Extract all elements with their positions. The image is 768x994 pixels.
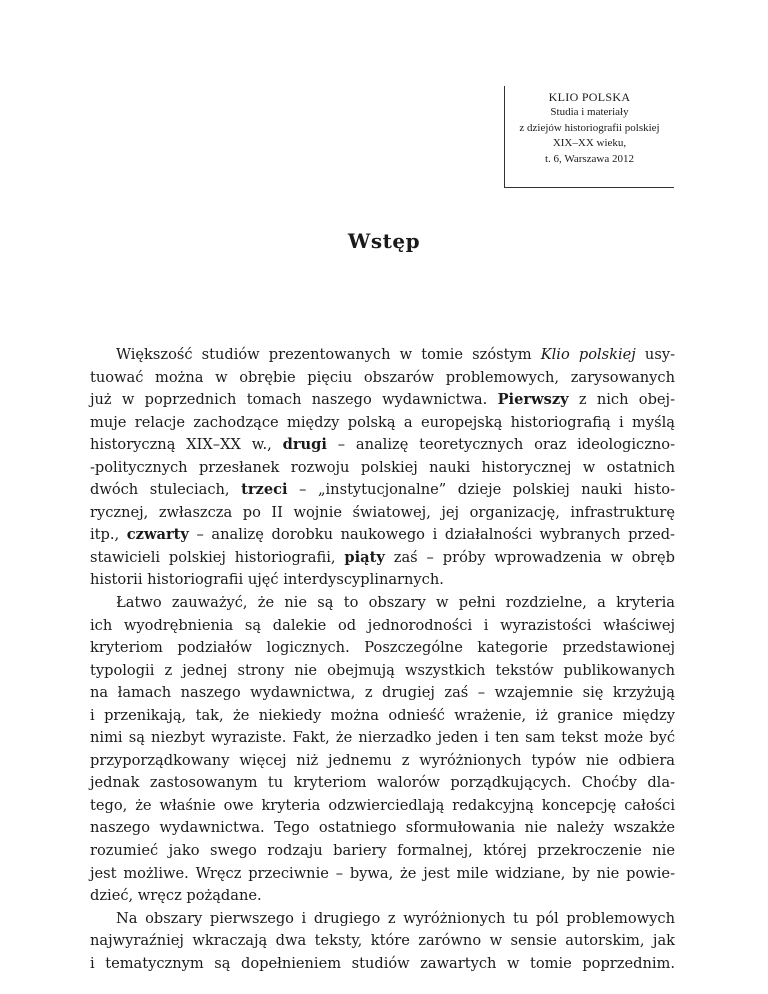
journal-subtitle-line: Studia i materiały xyxy=(550,106,629,118)
text-segment: jest możliwe. Wręcz przeciwnie – bywa, że jest mile widziane, by nie powie- xyxy=(90,864,675,882)
text-segment: przyporządkowany więcej niż jednemu z wyróżnionych typów nie odbiera xyxy=(90,751,675,769)
text-line xyxy=(90,615,675,638)
bold-term: czwarty xyxy=(126,526,189,544)
text-segment: tuować można w obrębie pięciu obszarów problemowych, zarysowanych xyxy=(90,368,675,386)
journal-name: KLIO POLSKA xyxy=(548,90,631,104)
text-segment: i przenikają, tak, że niekiedy można odnieść wrażenie, iż granice między xyxy=(90,706,675,724)
text-segment: historyczną XIX–XX w., xyxy=(90,436,283,454)
text-line xyxy=(90,412,675,435)
text-segment: naszego wydawnictwa. Tego ostatniego sformułowania nie należy wszakże xyxy=(90,819,675,837)
text-segment: typologii z jednej strony nie obejmują wszystkich tekstów publikowanych xyxy=(90,661,675,679)
italic-title: Klio polskiej xyxy=(540,346,636,363)
text-segment: i tematycznym są dopełnieniem studiów zawartych w tomie poprzednim. xyxy=(90,954,675,972)
text-line xyxy=(90,502,675,525)
text-line xyxy=(90,908,675,931)
text-line xyxy=(90,592,675,615)
text-segment: stawicieli polskiej historiografii, xyxy=(90,548,345,566)
text-segment: -politycznych przesłanek rozwoju polskiej nauki historycznej w ostatnich xyxy=(90,458,675,476)
text-segment: Na obszary pierwszego i drugiego z wyróżnionych tu pól problemowych xyxy=(116,909,675,927)
text-line xyxy=(90,479,675,502)
body-text xyxy=(90,344,675,975)
journal-subtitle-line: z dziejów historiografii polskiej xyxy=(519,121,660,134)
text-line xyxy=(90,637,675,660)
text-segment: jednak zastosowanym tu kryteriom walorów porządkujących. Choćby dla- xyxy=(90,774,675,792)
text-segment: już w poprzednich tomach naszego wydawnictwa. xyxy=(90,391,498,409)
text-segment: dwóch stuleciach, xyxy=(90,481,242,499)
text-line xyxy=(90,705,675,728)
journal-header-box xyxy=(504,86,674,188)
bold-term: Pierwszy xyxy=(497,391,569,409)
journal-subtitle-line: XIX–XX wieku, xyxy=(552,137,627,149)
bold-term: trzeci xyxy=(241,481,288,499)
text-line xyxy=(90,727,675,750)
text-line xyxy=(90,660,675,683)
page-title: Wstęp xyxy=(347,229,421,253)
bold-term: drugi xyxy=(282,436,327,454)
text-line xyxy=(90,389,675,412)
text-segment: itp., xyxy=(90,526,127,544)
text-line xyxy=(90,840,675,863)
text-line xyxy=(90,750,675,773)
text-line xyxy=(90,524,675,547)
text-segment: z nich obej- xyxy=(568,391,676,409)
text-line xyxy=(90,434,675,457)
text-line xyxy=(90,569,675,592)
text-segment: nimi są niezbyt wyraziste. Fakt, że nierzadko jeden i ten sam tekst może być xyxy=(90,729,675,747)
text-segment: tego, że właśnie owe kryteria odzwierciedlają redakcyjną koncepcję całości xyxy=(90,796,675,814)
journal-volume-line: t. 6, Warszawa 2012 xyxy=(544,152,635,165)
text-segment: – „instytucjonalne” dzieje polskiej nauki histo- xyxy=(287,481,675,499)
text-line xyxy=(90,682,675,705)
text-segment: – analizę teoretycznych oraz ideologiczno- xyxy=(326,436,675,454)
text-line xyxy=(90,817,675,840)
text-line xyxy=(90,930,675,953)
text-segment: Łatwo zauważyć, że nie są to obszary w pełni rozdzielne, a kryteria xyxy=(116,594,675,612)
text-line xyxy=(90,547,675,570)
text-line xyxy=(90,457,675,480)
text-line xyxy=(90,863,675,886)
text-segment: historii historiografii ujęć interdyscyplinarnych. xyxy=(90,571,444,589)
text-segment: dzieć, wręcz pożądane. xyxy=(90,887,262,905)
text-segment: kryteriom podziałów logicznych. Poszczególne kategorie przedstawionej xyxy=(90,639,675,657)
text-segment: ich wyodrębnienia są dalekie od jednorodności i wyrazistości właściwej xyxy=(90,616,675,634)
text-segment: Większość studiów prezentowanych w tomie szóstym xyxy=(116,346,541,363)
text-line xyxy=(90,885,675,908)
text-line xyxy=(90,795,675,818)
text-segment: – analizę dorobku naukowego i działalności wybranych przed- xyxy=(188,526,675,544)
text-segment: najwyraźniej wkraczają dwa teksty, które zarówno w sensie autorskim, jak xyxy=(90,932,675,950)
text-segment: na łamach naszego wydawnictwa, z drugiej zaś – wzajemnie się krzyżują xyxy=(90,684,675,702)
text-segment: rycznej, zwłaszcza po II wojnie światowej, jej organizację, infrastrukturę xyxy=(90,503,675,521)
text-line xyxy=(90,772,675,795)
text-line xyxy=(90,344,675,367)
bold-term: piąty xyxy=(344,548,385,566)
text-segment: usy- xyxy=(635,346,675,363)
text-segment: rozumieć jako swego rodzaju bariery formalnej, której przekroczenie nie xyxy=(90,842,675,860)
text-line xyxy=(90,367,675,390)
text-segment: muje relacje zachodzące między polską a europejską historiografią i myślą xyxy=(90,413,675,431)
text-segment: zaś – próby wprowadzenia w obręb xyxy=(384,548,675,566)
text-line xyxy=(90,953,675,976)
